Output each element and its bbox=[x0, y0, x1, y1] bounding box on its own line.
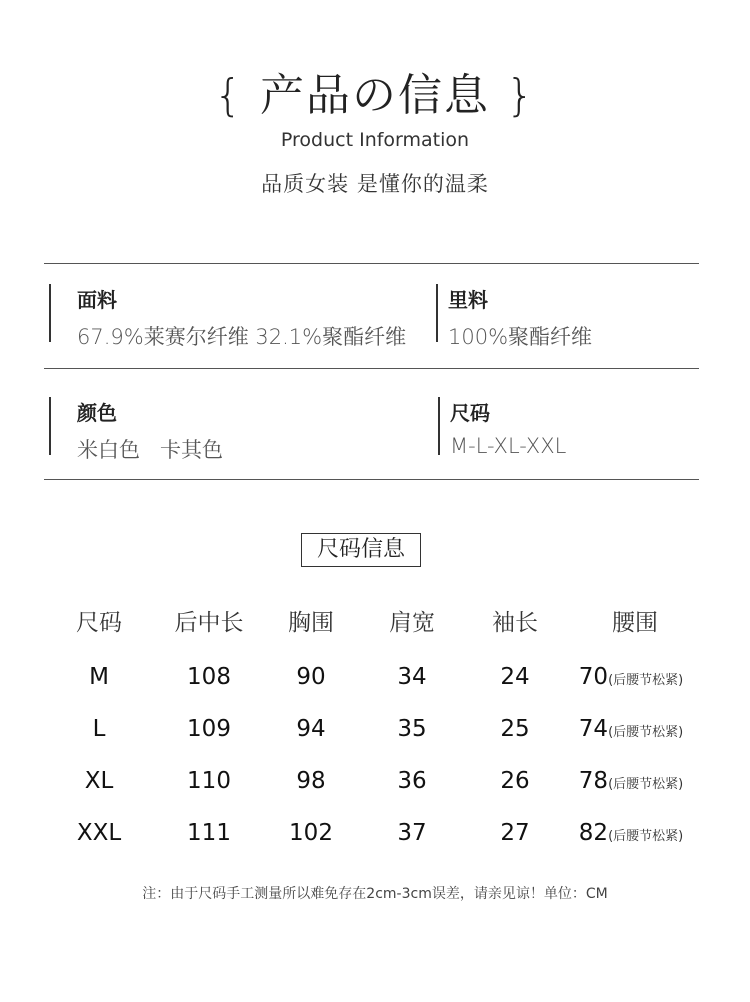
subtitle-chinese: 品质女装 是懂你的温柔 bbox=[261, 172, 489, 196]
spec-label-fabric: 面料 bbox=[77, 288, 117, 312]
table-cell-bust: 98 bbox=[296, 768, 326, 794]
page-title: { 产品の信息 } bbox=[214, 70, 536, 121]
table-header-shoulder: 肩宽 bbox=[389, 610, 435, 636]
spec-label-lining: 里料 bbox=[448, 288, 488, 312]
spec-label-color: 颜色 bbox=[77, 401, 117, 425]
table-cell-shoulder: 36 bbox=[397, 768, 427, 794]
table-cell-waist bbox=[579, 664, 683, 690]
spec-value-lining: 100%聚酯纤维 bbox=[448, 325, 593, 349]
table-cell-shoulder: 35 bbox=[397, 716, 427, 742]
table-cell-size: L bbox=[92, 716, 106, 742]
size-info-title: 尺码信息 bbox=[301, 533, 421, 567]
table-cell-length: 111 bbox=[187, 820, 231, 846]
table-cell-bust: 94 bbox=[296, 716, 326, 742]
table-cell-shoulder: 34 bbox=[397, 664, 427, 690]
table-cell-waist bbox=[579, 716, 683, 742]
waist-value: 78 bbox=[578, 768, 609, 794]
measurement-note: 注：由于尺码手工测量所以难免存在2cm-3cm误差，请亲见谅！单位：CM bbox=[142, 886, 608, 902]
waist-value: 82 bbox=[578, 820, 609, 846]
table-cell-waist bbox=[579, 768, 683, 794]
subtitle-english: Product Information bbox=[280, 129, 470, 151]
waist-note: (后腰节松紧) bbox=[608, 829, 684, 844]
table-cell-shoulder: 37 bbox=[397, 820, 427, 846]
table-cell-size: XL bbox=[84, 768, 114, 794]
waist-value: 70 bbox=[578, 664, 609, 690]
waist-value: 74 bbox=[578, 716, 609, 742]
table-cell-length: 110 bbox=[187, 768, 231, 794]
waist-note: (后腰节松紧) bbox=[608, 673, 684, 688]
waist-note: (后腰节松紧) bbox=[608, 725, 684, 740]
spec-label-size: 尺码 bbox=[450, 401, 490, 425]
waist-note: (后腰节松紧) bbox=[608, 777, 684, 792]
spec-value-size: M-L-XL-XXL bbox=[450, 434, 567, 458]
spec-value-color: 米白色 卡其色 bbox=[77, 438, 224, 462]
table-cell-size: XXL bbox=[76, 820, 122, 846]
table-header-waist: 腰围 bbox=[612, 610, 658, 636]
table-cell-bust: 102 bbox=[289, 820, 333, 846]
table-cell-bust: 90 bbox=[296, 664, 326, 690]
table-header-size: 尺码 bbox=[76, 610, 122, 636]
table-cell-length: 108 bbox=[187, 664, 231, 690]
table-header-bust: 胸围 bbox=[288, 610, 334, 636]
table-cell-sleeve: 26 bbox=[500, 768, 530, 794]
table-cell-sleeve: 25 bbox=[500, 716, 530, 742]
table-cell-sleeve: 24 bbox=[500, 664, 530, 690]
table-cell-length: 109 bbox=[187, 716, 231, 742]
table-cell-waist bbox=[579, 820, 683, 846]
table-header-sleeve: 袖长 bbox=[492, 610, 538, 636]
spec-value-fabric: 67.9%莱赛尔纤维 32.1%聚酯纤维 bbox=[77, 325, 407, 349]
table-cell-sleeve: 27 bbox=[500, 820, 530, 846]
table-header-length: 后中长 bbox=[174, 610, 244, 636]
table-cell-size: M bbox=[89, 664, 109, 690]
